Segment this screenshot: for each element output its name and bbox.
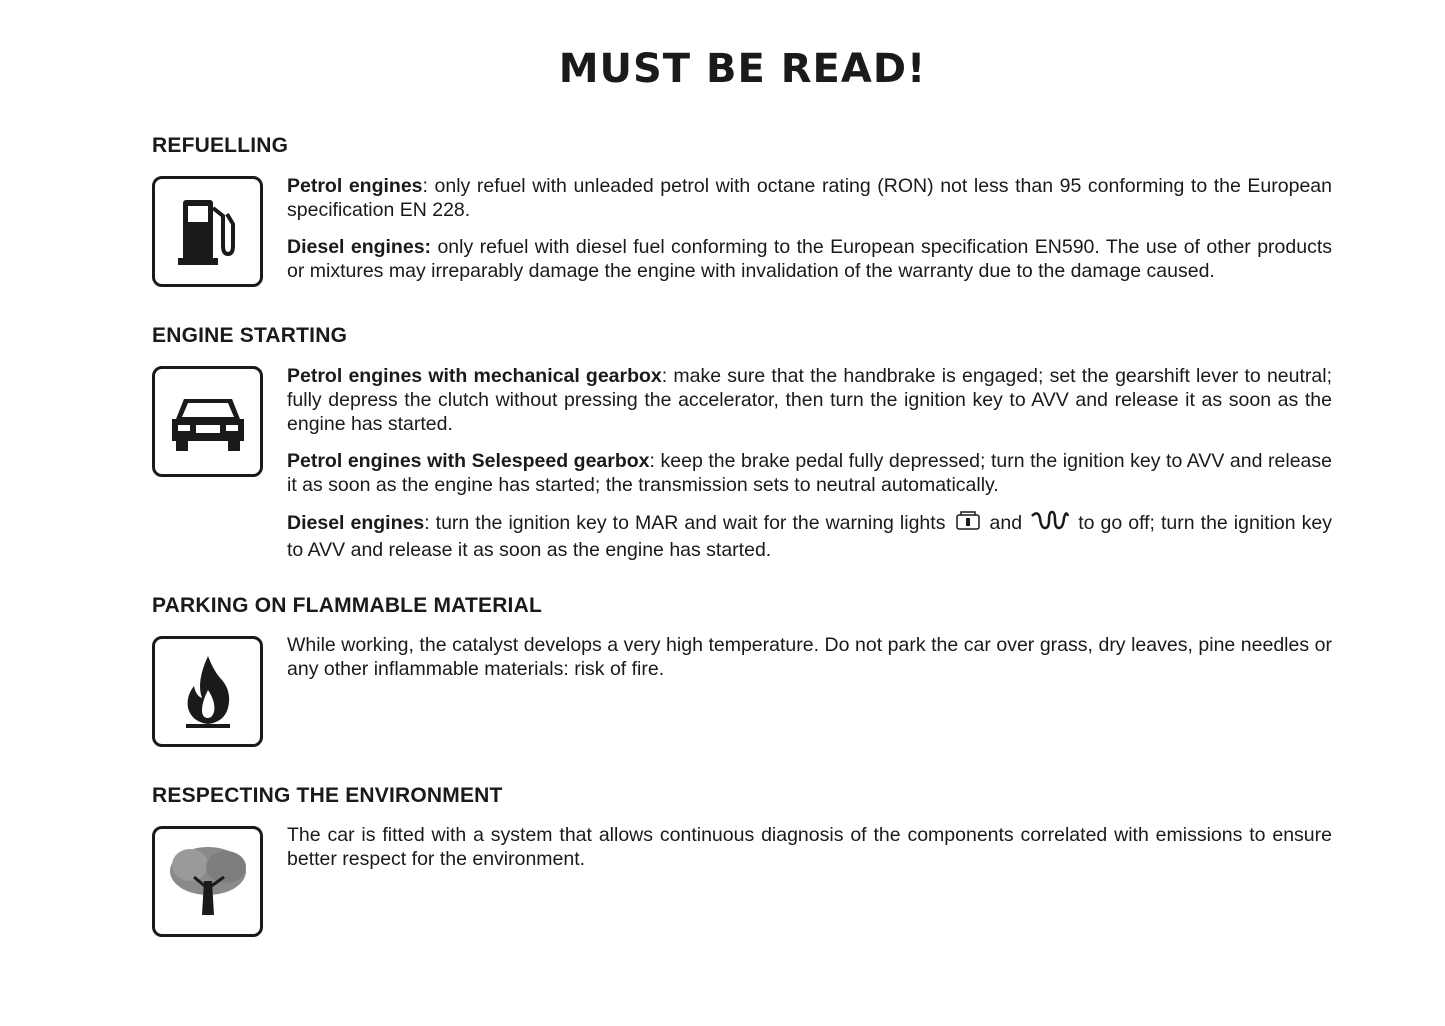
glow-plug-icon [1030, 510, 1070, 538]
body-text: : keep the brake pedal fully depressed; turn the ignition key to AVV and release it as soon as the engine has started; the transmission sets to neutral automatically. [287, 450, 1332, 496]
section-heading-engine-starting: ENGINE STARTING [152, 324, 348, 347]
section-heading-refuelling: REFUELLING [152, 134, 289, 157]
warning-light-icon [954, 510, 982, 538]
body-text: only refuel with diesel fuel conforming to the European specification EN590. The use of other products or mixtures may irreparably damage the engine with invalidation of the warranty due to the damage caused. [287, 236, 1332, 282]
lead-text: Petrol engines with mechanical gearbox [287, 365, 662, 387]
body-text: : only refuel with unleaded petrol with octane rating (RON) not less than 95 conforming to the European specification EN 228. [287, 175, 1332, 221]
body-text: to go off; turn the ignition key to AVV and release it as soon as the engine has started. [287, 512, 1332, 561]
body-text: and [989, 512, 1023, 534]
parking-text [287, 633, 1332, 694]
lead-text: Diesel engines [287, 512, 425, 534]
environment-text [287, 823, 1332, 884]
paragraph [287, 174, 1332, 222]
body-text: : make sure that the handbrake is engaged; set the gearshift lever to neutral; fully depress the clutch without pressing the accelerator, then turn the ignition key to AVV and release it as soon as the engine has started. [287, 365, 1332, 435]
tree-icon [152, 826, 263, 937]
refuelling-text [287, 174, 1332, 296]
flame-icon [152, 636, 263, 747]
lead-text: Diesel engines: [287, 236, 432, 258]
paragraph: The car is fitted with a system that allows continuous diagnosis of the components correlated with emissions to ensure better respect for the environment. [287, 824, 1332, 870]
section-heading-parking: PARKING ON FLAMMABLE MATERIAL [152, 594, 542, 617]
car-front-icon [152, 366, 263, 477]
lead-text: Petrol engines [287, 175, 423, 197]
paragraph: While working, the catalyst develops a very high temperature. Do not park the car over grass, dry leaves, pine needles or any other inflammable materials: risk of fire. [287, 634, 1332, 680]
paragraph [287, 510, 1332, 562]
paragraph [287, 364, 1332, 436]
section-heading-environment: RESPECTING THE ENVIRONMENT [152, 784, 503, 807]
paragraph [287, 235, 1332, 283]
engine-starting-text [287, 364, 1332, 575]
page-title: MUST BE READ! [558, 46, 927, 92]
paragraph [287, 449, 1332, 497]
lead-text: Petrol engines with Selespeed gearbox [287, 450, 650, 472]
body-text: : turn the ignition key to MAR and wait for the warning lights [424, 512, 946, 534]
fuel-pump-icon [152, 176, 263, 287]
